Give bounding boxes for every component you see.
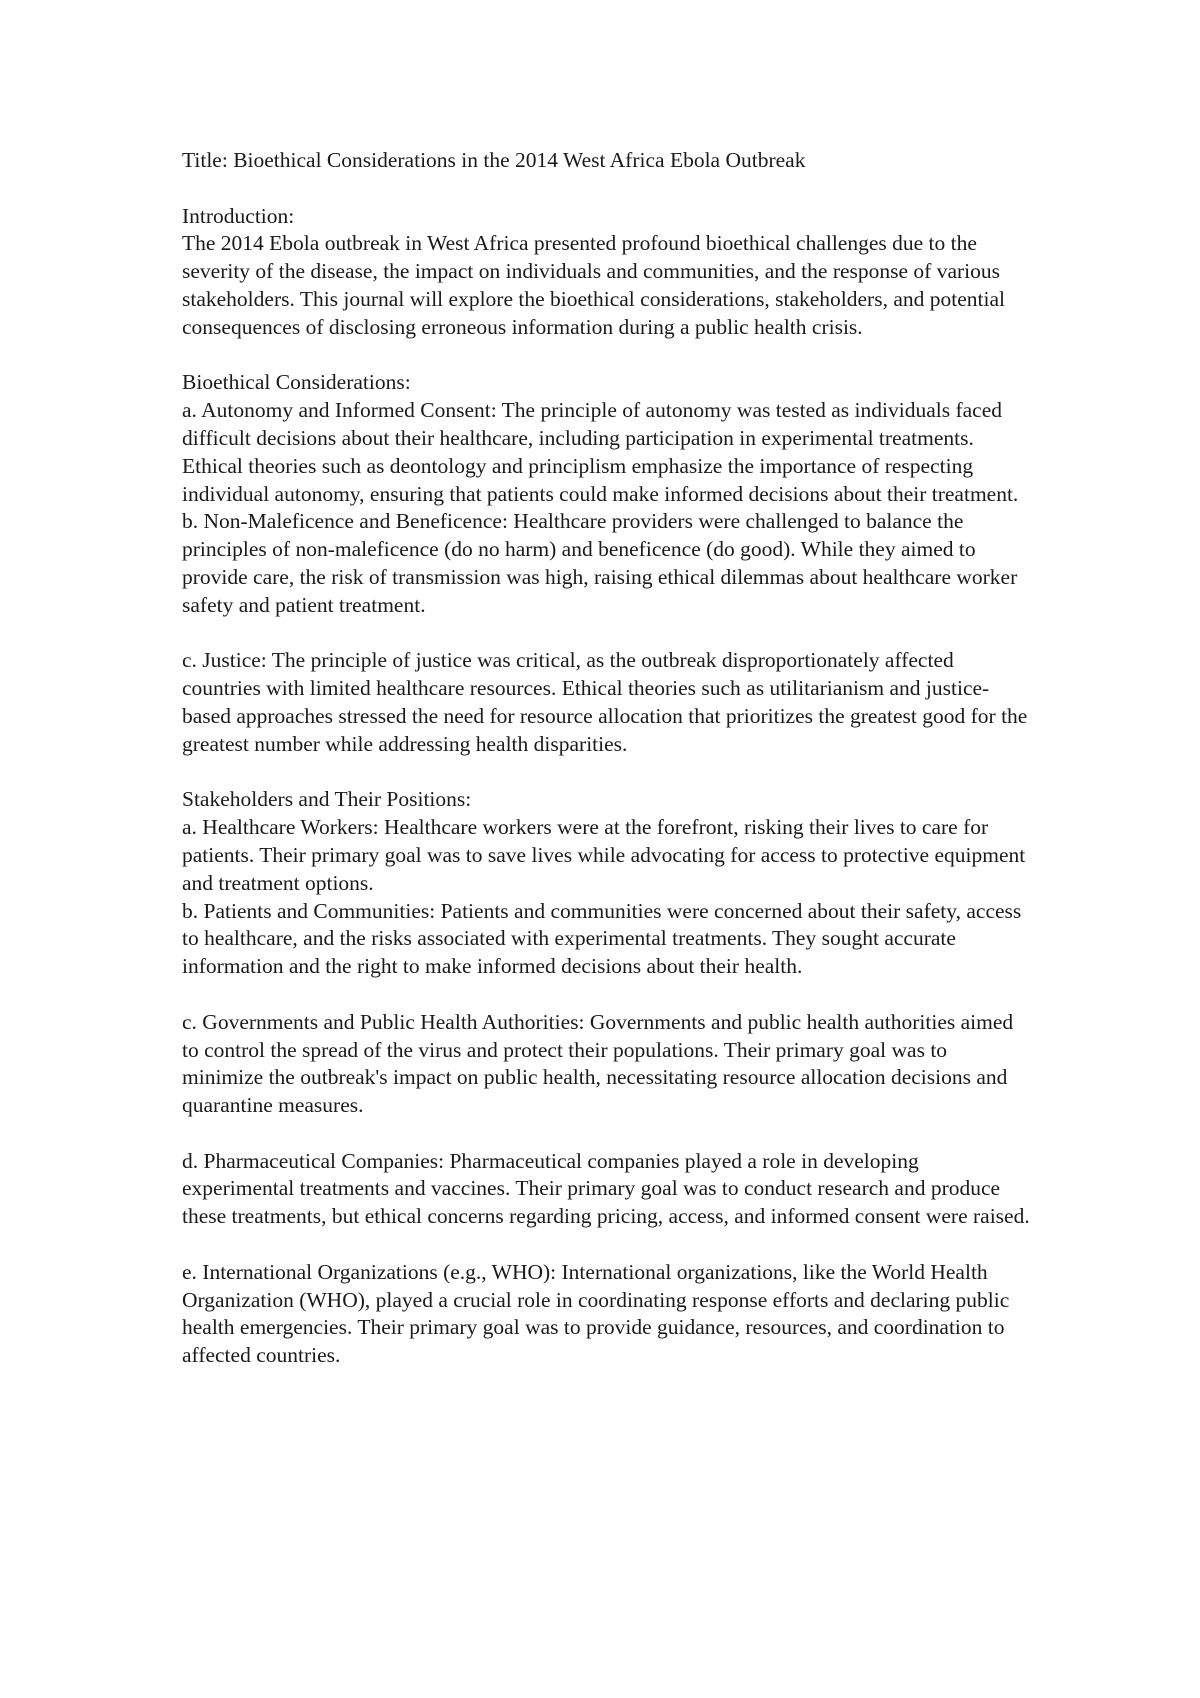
spacer [182,759,1032,787]
stakeholders-heading: Stakeholders and Their Positions: [182,787,472,812]
spacer [182,1231,1032,1259]
intro-heading: Introduction: [182,203,295,228]
spacer [182,175,1032,203]
stakeholders-international-paragraph: e. International Organizations (e.g., WHO): International organizations, like the World Health Organization (WHO), played a crucial role in coordinating response efforts and declaring public health emergencies. Their primary goal was to provide guidance, resources, and coordination to affected countries. [182,1259,1010,1368]
spacer [182,1120,1032,1148]
bioethics-justice-paragraph: c. Justice: The principle of justice was critical, as the outbreak disproportionately affected countries with limited healthcare resources. Ethical theories such as utilitarianism and justice-based approaches stressed the need for resource allocation that prioritizes the greatest good for the greatest number while addressing health disparities. [182,648,1028,756]
stakeholders-patients-paragraph: b. Patients and Communities: Patients and communities were concerned about their safety, access to healthcare, and the risks associated with experimental treatments. They sought accurate information and the right to make informed decisions about their health. [182,898,1022,979]
document-body [182,147,1032,1370]
bioethics-beneficence-paragraph: b. Non-Maleficence and Beneficence: Healthcare providers were challenged to balance the principles of non-maleficence (do no harm) and beneficence (do good). While they aimed to provide care, the risk of transmission was high, raising ethical dilemmas about healthcare worker safety and patient treatment. [182,509,1018,617]
stakeholders-pharmaceutical-paragraph: d. Pharmaceutical Companies: Pharmaceutical companies played a role in developing experimental treatments and vaccines. Their primary goal was to conduct research and produce these treatments, but ethical concerns regarding pricing, access, and informed consent were raised. [182,1148,1030,1229]
spacer [182,981,1032,1009]
spacer [182,620,1032,648]
stakeholders-healthcare-workers-paragraph: a. Healthcare Workers: Healthcare workers were at the forefront, risking their lives to care for patients. Their primary goal was to save lives while advocating for access to protective equipment and treatment options. [182,815,1026,895]
document-title: Title: Bioethical Considerations in the 2014 West Africa Ebola Outbreak [182,148,806,172]
intro-paragraph: The 2014 Ebola outbreak in West Africa presented profound bioethical challenges due to the severity of the disease, the impact on individuals and communities, and the response of various stakeholders. This journal will explore the bioethical considerations, stakeholders, and potential consequences of disclosing erroneous information during a public health crisis. [182,231,1005,339]
bioethics-autonomy-paragraph: a. Autonomy and Informed Consent: The principle of autonomy was tested as individuals faced difficult decisions about their healthcare, including participation in experimental treatments. Ethical theories such as deontology and principlism emphasize the importance of respecting individual autonomy, ensuring that patients could make informed decisions about their treatment. [182,398,1019,506]
spacer [182,342,1032,370]
stakeholders-governments-paragraph: c. Governments and Public Health Authorities: Governments and public health authorities aimed to control the spread of the virus and protect their populations. Their primary goal was to minimize the outbreak's impact on public health, necessitating resource allocation decisions and quarantine measures. [182,1009,1014,1118]
bioethics-heading: Bioethical Considerations: [182,370,411,395]
